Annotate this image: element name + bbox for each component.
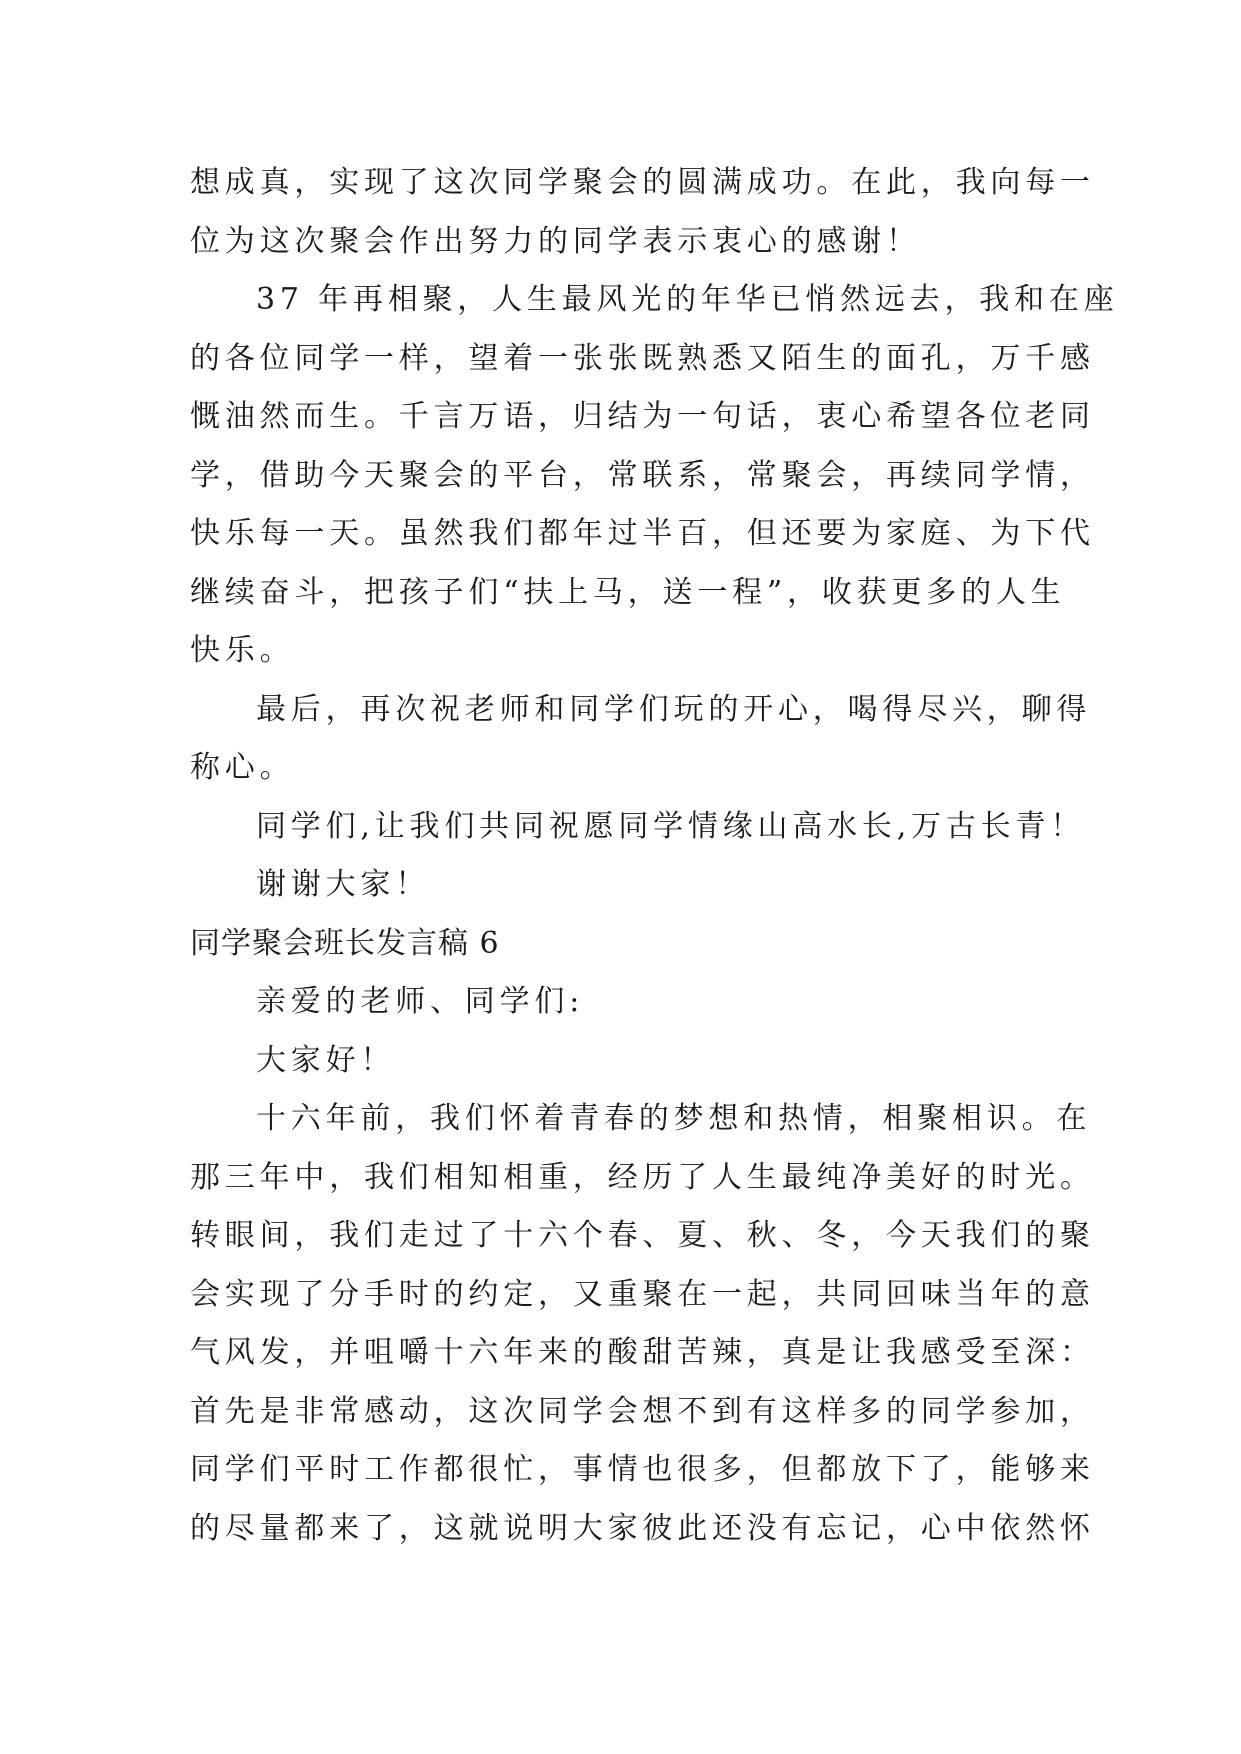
text-line: 快乐。 (190, 633, 295, 668)
text-line: 慨油然而生。千言万语，归结为一句话，衷心希望各位老同 (190, 399, 1095, 434)
text-line: 首先是非常感动，这次同学会想不到有这样多的同学参加， (190, 1393, 1095, 1429)
text-line: 气风发，并咀嚼十六年来的酸甜苦辣，真是让我感受至深： (190, 1335, 1095, 1370)
text-line: 同学们平时工作都很忙，事情也很多，但都放下了，能够来 (190, 1452, 1095, 1487)
text-line: 亲爱的老师、同学们: (256, 984, 585, 1019)
text-line: 那三年中，我们相知相重，经历了人生最纯净美好的时光。 (190, 1159, 1095, 1195)
text-line: 转眼间，我们走过了十六个春、夏、秋、冬，今天我们的聚 (190, 1218, 1095, 1253)
text-line: 大家好！ (256, 1042, 396, 1078)
text-line: 继续奋斗，把孩子们“扶上马，送一程”，收获更多的人生 (190, 574, 1066, 610)
text-line: 最后，再次祝老师和同学们玩的开心，喝得尽兴，聊得 (256, 691, 1092, 727)
document-body (190, 154, 1119, 1558)
text-line: 会实现了分手时的约定，又重聚在一起，共同回味当年的意 (190, 1276, 1095, 1312)
text-line: 的尽量都来了，这就说明大家彼此还没有忘记，心中依然怀 (190, 1510, 1095, 1546)
section-heading: 同学聚会班长发言稿 6 (190, 925, 500, 961)
text-line: 快乐每一天。虽然我们都年过半百，但还要为家庭、为下代 (190, 516, 1095, 551)
text-line: 同学们,让我们共同祝愿同学情缘山高水长,万古长青！ (256, 808, 1086, 844)
text-line: 37 年再相聚，人生最风光的年华已悄然远去，我和在座 (256, 282, 1119, 317)
text-line: 称心。 (190, 750, 295, 785)
text-line: 十六年前，我们怀着青春的梦想和热情，相聚相识。在 (256, 1101, 1092, 1136)
text-line: 的各位同学一样，望着一张张既熟悉又陌生的面孔，万千感 (190, 340, 1095, 376)
text-line: 位为这次聚会作出努力的同学表示衷心的感谢！ (190, 223, 921, 259)
text-line: 学，借助今天聚会的平台，常联系，常聚会，再续同学情， (190, 457, 1095, 493)
text-line: 想成真，实现了这次同学聚会的圆满成功。在此，我向每一 (190, 165, 1095, 200)
text-line: 谢谢大家！ (256, 867, 430, 902)
